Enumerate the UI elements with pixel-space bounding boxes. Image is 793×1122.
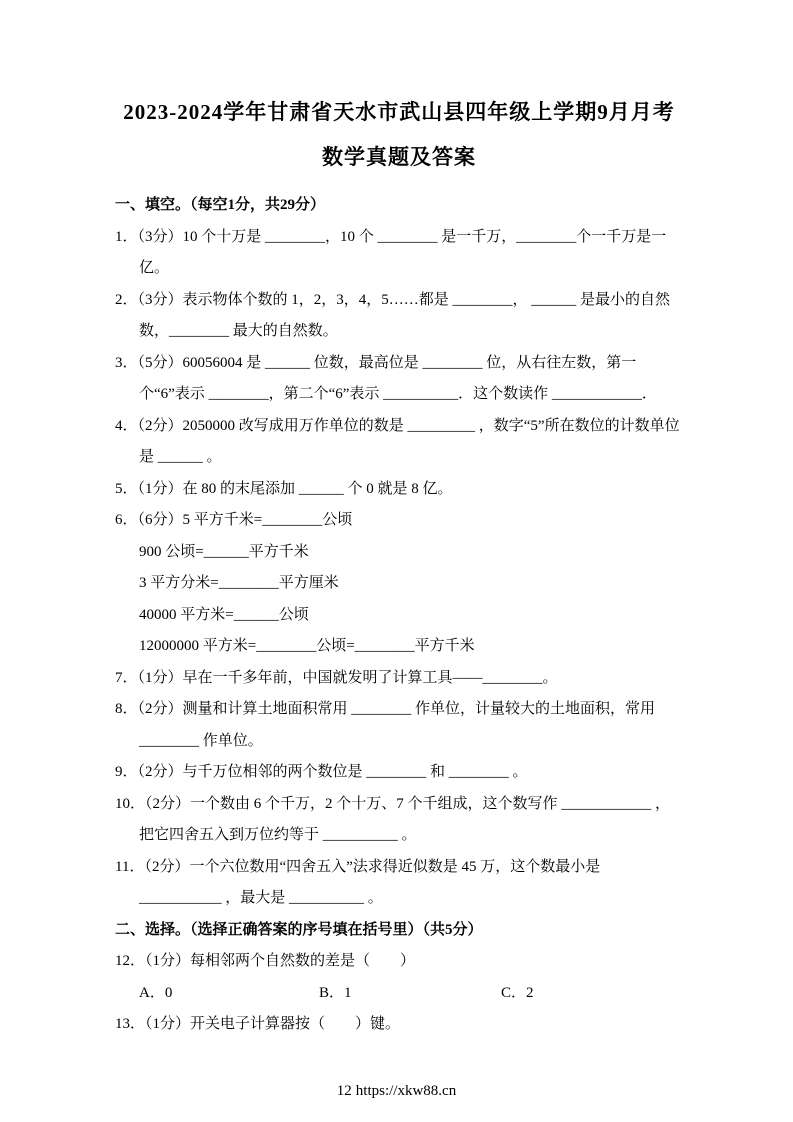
question-7: 7．（1分）早在一千多年前，中国就发明了计算工具——________。	[115, 669, 558, 686]
question-11: 11．（2分）一个六位数用“四舍五入”法求得近似数是 45 万，这个数最小是 ___________ ，最大是 __________ 。	[115, 858, 601, 906]
question-9: 9．（2分）与千万位相邻的两个数位是 ________ 和 ________ 。	[115, 764, 528, 780]
question-13: 13．（1分）开关电子计算器按（ ）键。	[115, 1016, 401, 1032]
page-footer	[0, 1083, 793, 1100]
title-line-1: 2023-2024学年甘肃省天水市武山县四年级上学期9月月考	[123, 100, 675, 124]
question-2: 2．（3分）表示物体个数的 1，2，3，4，5……都是 ________， ______ 是最小的自然数，________ 最大的自然数。	[115, 291, 671, 339]
document-title	[115, 90, 683, 180]
question-12: 12．（1分）每相邻两个自然数的差是（ ）	[115, 953, 416, 969]
footer-url: https://xkw88.cn	[355, 1083, 457, 1099]
question-5: 5．（1分）在 80 的末尾添加 ______ 个 0 就是 8 亿。	[115, 480, 453, 497]
question-6-subline-1: 900 公顷=______平方千米	[139, 543, 309, 560]
question-12-options	[115, 978, 683, 1010]
section-1-heading: 一、填空。（每空1分，共29分）	[115, 197, 326, 213]
option-b: B．1	[319, 984, 352, 1001]
question-4: 4．（2分）2050000 改写成用万作单位的数是 _________ ，数字“5”所在数位的计数单位是 ______ 。	[115, 417, 680, 465]
question-6-subline-3: 40000 平方米=______公顷	[139, 606, 309, 623]
question-3: 3．（5分）60056004 是 ______ 位数，最高位是 ________ 位，从右往左数，第一个“6”表示 ________，第二个“6”表示 __________．这个数读作 ____________．	[115, 354, 657, 402]
page-number: 12	[336, 1083, 352, 1099]
option-c: C．2	[501, 984, 534, 1001]
question-6-subline-2: 3 平方分米=________平方厘米	[139, 575, 339, 591]
question-6-subline-4: 12000000 平方米=________公顷=________平方千米	[139, 638, 475, 654]
question-6: 6．（6分）5 平方千米=________公顷	[115, 512, 353, 528]
section-2-heading: 二、选择。（选择正确答案的序号填在括号里）（共5分）	[115, 921, 483, 938]
question-1: 1．（3分）10 个十万是 ________，10 个 ________ 是一千万，________个一千万是一亿。	[115, 228, 667, 276]
option-a: A．0	[139, 984, 173, 1001]
question-8: 8．（2分）测量和计算土地面积常用 ________ 作单位，计量较大的土地面积，常用 ________ 作单位。	[115, 701, 656, 749]
title-line-2: 数学真题及答案	[322, 145, 476, 169]
question-10: 10．（2分）一个数由 6 个千万，2 个十万、7 个千组成，这个数写作 ____________ ，把它四舍五入到万位约等于 __________ 。	[115, 795, 671, 843]
